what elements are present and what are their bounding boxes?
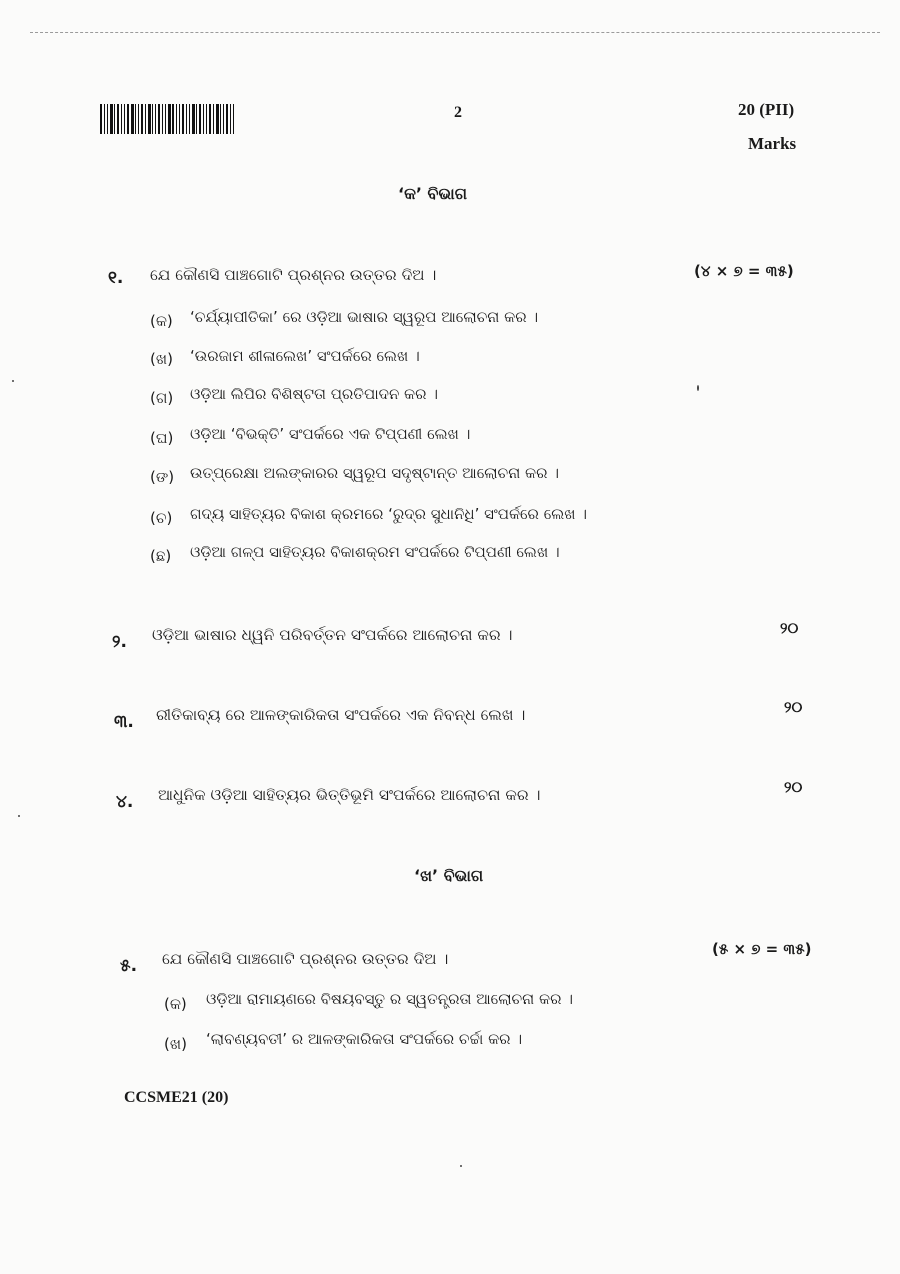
barcode-bar [110,104,113,134]
barcode-bar [124,104,125,134]
q3-number: ୩. [114,712,134,732]
barcode-bar [186,104,187,134]
page-number: 2 [454,104,462,121]
q5-marks: (୫ × ୭ = ୩୫) [712,940,812,958]
barcode-bar [189,104,190,134]
q1-item-text: ଓଡ଼ିଆ ଲିପିର ବିଶିଷ୍ଟତା ପ୍ରତିପାଦନ କର । [190,385,439,403]
barcode [100,104,244,134]
q3-marks: ୨୦ [784,698,803,716]
q1-marks: (୪ × ୭ = ୩୫) [694,262,794,280]
q1-text: ଯେ କୌଣସି ପାଞ୍ଚଗୋଟି ପ୍ରଶ୍ନର ଉତ୍ତର ଦିଅ । [150,266,437,284]
q1-item-text: ‘ଉରଜାମ ଶୀଳାଲେଖ’ ସଂପର୍କରେ ଲେଖ । [190,347,420,365]
scan-speck [18,815,20,817]
barcode-bar [223,104,224,134]
barcode-bar [203,104,204,134]
barcode-bar [117,104,119,134]
barcode-bar [158,104,160,134]
q4-text: ଆଧୁନିକ ଓଡ଼ିଆ ସାହିତ୍ୟର ଭିତ୍ତିଭୂମି ସଂପର୍କରେ ଆଲୋଚନା କର । [158,786,541,804]
barcode-bar [192,104,195,134]
barcode-bar [176,104,177,134]
q1-item-text: ଓଡ଼ିଆ ‘ବିଭକ୍ତି’ ସଂପର୍କରେ ଏକ ଟିପ୍‌ପଣୀ ଲେଖ । [190,425,471,443]
barcode-bar [230,104,231,134]
q5-item-label: (ଖ) [164,1035,187,1053]
barcode-bar [233,104,234,134]
q1-number: ୧. [108,268,124,288]
barcode-bar [226,104,228,134]
barcode-bar [148,104,151,134]
barcode-bar [168,104,171,134]
barcode-bar [220,104,221,134]
barcode-bar [162,104,163,134]
q1-item-text: ‘ଚର୍ଯ୍ୟାପୀତିକା’ ରେ ଓଡ଼ିଆ ଭାଷାର ସ୍ୱରୂପ ଆଲୋଚନା କର । [190,308,539,326]
barcode-bar [206,104,207,134]
q1-item-label: (ଘ) [150,429,174,447]
barcode-bar [135,104,136,134]
paper-code: 20 (PII) [738,100,795,119]
scan-speck [12,380,14,382]
barcode-bar [100,104,102,134]
barcode-bar [209,104,211,134]
barcode-bar [196,104,197,134]
q3-text: ରୀତିକାବ୍ୟ ରେ ଆଳଙ୍କାରିକତା ସଂପର୍କରେ ଏକ ନିବନ୍ଧ ଲେଖ । [156,706,526,724]
barcode-bar [114,104,115,134]
q1-item-label: (ଛ) [150,547,172,565]
barcode-bar [179,104,180,134]
section-kha-title: ‘ଖ’ ବିଭାଗ [414,866,484,885]
q1-item-text: ଗଦ୍ୟ ସାହିତ୍ୟର ବିକାଶ କ୍ରମରେ ‘ରୁଦ୍ର ସୁଧାନିଧି’ ସଂପର୍କରେ ଲେଖ । [190,505,588,523]
barcode-bar [131,104,134,134]
barcode-bar [213,104,214,134]
top-scan-rule [30,32,880,33]
scan-speck [460,1165,462,1167]
barcode-bar [107,104,108,134]
q1-item-label: (ଚ) [150,509,173,527]
q5-item-label: (କ) [164,995,187,1013]
footer-code: CCSME21 (20) [124,1089,229,1106]
q2-text: ଓଡ଼ିଆ ଭାଷାର ଧ୍ୱନି ପରିବର୍ତ୍ତନ ସଂପର୍କରେ ଆଲୋଚନା କର । [152,626,513,644]
barcode-bar [155,104,156,134]
section-ka-title: ‘କ’ ବିଭାଗ [398,184,467,203]
q1-item-label: (ଙ) [150,468,175,486]
q1-item-text: ଓଡ଼ିଆ ଗଳ୍ପ ସାହିତ୍ୟର ବିକାଶକ୍ରମ ସଂପର୍କରେ ଟିପ୍‌ପଣୀ ଲେଖ । [190,543,560,561]
q1-item-label: (କ) [150,312,173,330]
barcode-bar [165,104,166,134]
scan-speck [697,385,699,391]
q5-text: ଯେ କୌଣସି ପାଞ୍ଚଗୋଟି ପ୍ରଶ୍ନର ଉତ୍ତର ଦିଅ । [162,950,449,968]
barcode-bar [182,104,184,134]
barcode-bar [104,104,105,134]
q4-marks: ୨୦ [784,778,803,796]
q2-number: ୨. [112,632,127,652]
barcode-bar [152,104,153,134]
q5-number: ୫. [120,956,138,976]
barcode-bar [199,104,201,134]
barcode-bar [141,104,143,134]
q1-item-label: (ଗ) [150,389,174,407]
barcode-bar [145,104,146,134]
q5-item-text: ‘ଲାବଣ୍ୟବତୀ’ ର ଆଳଙ୍କାରିକତା ସଂପର୍କରେ ଚର୍ଚ୍ଚା କର । [206,1030,523,1048]
q1-item-label: (ଖ) [150,350,173,368]
barcode-bar [172,104,174,134]
q4-number: ୪. [116,792,134,812]
barcode-bar [216,104,219,134]
barcode-bar [138,104,139,134]
q2-marks: ୨୦ [780,619,799,637]
marks-heading: Marks [748,134,797,153]
q1-item-text: ଉତ୍‌ପ୍ରେକ୍ଷା ଅଲଙ୍କାରର ସ୍ୱରୂପ ସଦୃଷ୍ଟାନ୍ତ ଆଲୋଚନା କର । [190,464,559,482]
q5-item-text: ଓଡ଼ିଆ ରାମାୟଣରେ ବିଷୟବସ୍ତୁ ର ସ୍ୱତନ୍ତ୍ରତା ଆଲୋଚନା କର । [206,990,573,1008]
barcode-bar [121,104,122,134]
barcode-bar [127,104,129,134]
